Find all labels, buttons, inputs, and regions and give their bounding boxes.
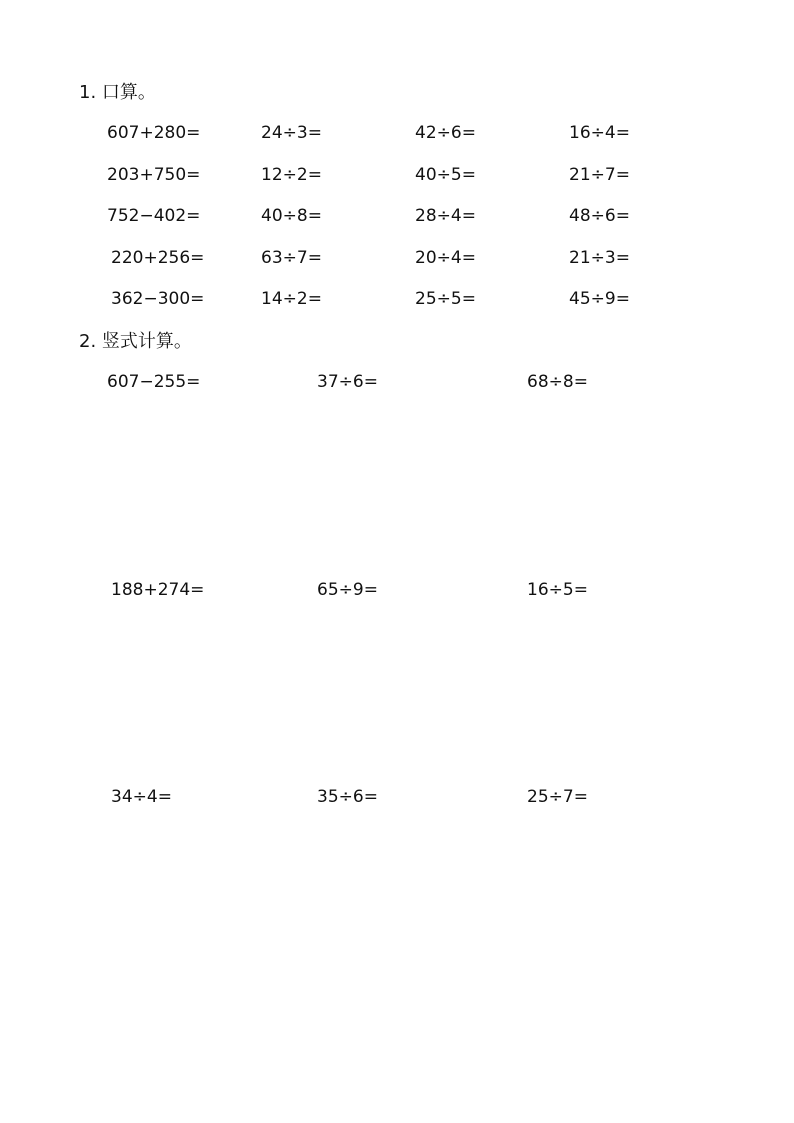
mental-problem: 21÷7=: [569, 165, 630, 185]
mental-problem: 16÷4=: [569, 123, 630, 143]
mental-problem: 362−300=: [111, 289, 205, 309]
vertical-problem: 25÷7=: [527, 787, 588, 807]
mental-problem: 24÷3=: [261, 123, 322, 143]
section-1-heading: 1. 口算。: [79, 82, 156, 103]
mental-problem: 48÷6=: [569, 206, 630, 226]
mental-problem: 752−402=: [107, 206, 201, 226]
mental-problem: 42÷6=: [415, 123, 476, 143]
mental-problem: 40÷5=: [415, 165, 476, 185]
vertical-problem: 65÷9=: [317, 580, 378, 600]
mental-problem: 63÷7=: [261, 248, 322, 268]
vertical-problem: 37÷6=: [317, 372, 378, 392]
mental-problem: 28÷4=: [415, 206, 476, 226]
mental-problem: 21÷3=: [569, 248, 630, 268]
mental-problem: 203+750=: [107, 165, 201, 185]
mental-problem: 45÷9=: [569, 289, 630, 309]
vertical-problem: 68÷8=: [527, 372, 588, 392]
section-2-heading: 2. 竖式计算。: [79, 331, 192, 352]
mental-problem: 14÷2=: [261, 289, 322, 309]
vertical-problem: 34÷4=: [111, 787, 172, 807]
vertical-problem: 16÷5=: [527, 580, 588, 600]
vertical-problem: 188+274=: [111, 580, 205, 600]
vertical-problem: 607−255=: [107, 372, 201, 392]
mental-problem: 40÷8=: [261, 206, 322, 226]
vertical-problem: 35÷6=: [317, 787, 378, 807]
mental-problem: 607+280=: [107, 123, 201, 143]
mental-problem: 25÷5=: [415, 289, 476, 309]
mental-problem: 20÷4=: [415, 248, 476, 268]
mental-problem: 12÷2=: [261, 165, 322, 185]
mental-problem: 220+256=: [111, 248, 205, 268]
